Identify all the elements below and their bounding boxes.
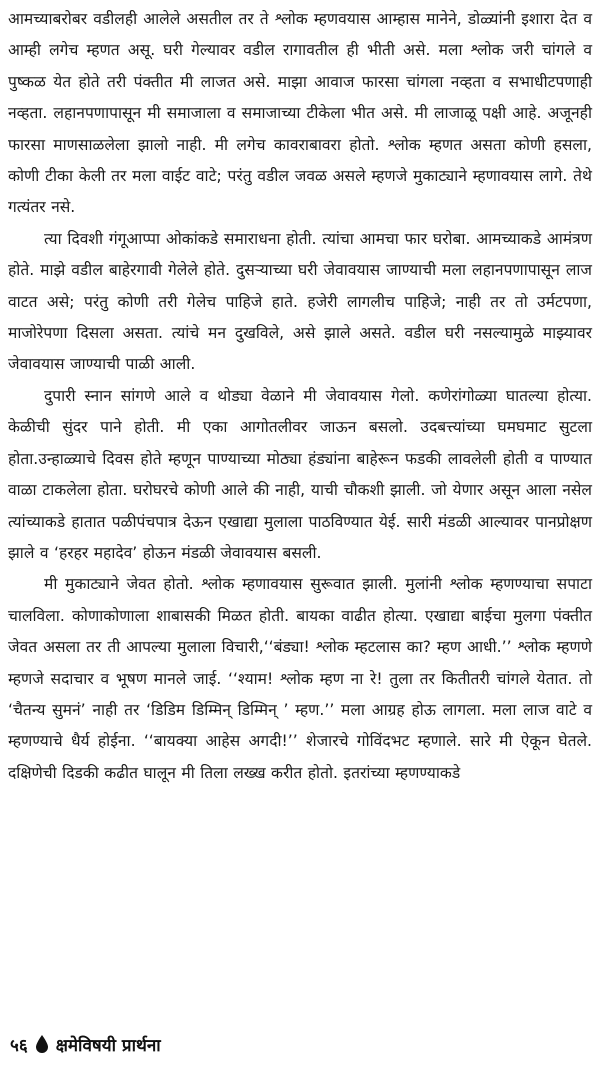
paragraph-4: मी मुकाट्याने जेवत होतो. श्लोक म्हणावयास सुरूवात झाली. मुलांनी श्लोक म्हणण्याचा सपाटा चालविला. कोणाकोणाला शाबासकी मिळत होती. बायका वाढीत होत्या. एखाद्या बाईचा मुलगा पंक्तीत जेवत असला तर ती आपल्या मुलाला विचारी,‘‘बंड्या! श्लोक म्हटलास का? म्हण आधी.’’ श्लोक म्हणणे म्हणजे सदाचार व भूषण मानले जाई. ‘‘श्याम! श्लोक म्हण ना रे! तुला तर कितीतरी चांगले येतात. तो ‘चैतन्य सुमनं’ नाही तर ‘डिडिम डिम्मिन् डिम्मिन् ’ म्हण.’’ मला आग्रह होऊ लागला. मला लाज वाटे व म्हणण्याचे धैर्य होईना. ‘‘बायक्या आहेस अगदी!’’ शेजारचे गोविंदभट म्हणाले. सारे मी ऐकून घेतले. दक्षिणेची दिडकी कढीत घालून मी तिला लख्ख करीत होतो. इतरांच्या म्हणण्याकडे <box>8 575 592 782</box>
drop-icon <box>36 1035 48 1053</box>
page-footer <box>10 1028 161 1060</box>
book-page <box>8 4 592 1065</box>
page-number: ५६ <box>10 1035 28 1056</box>
paragraph-3: दुपारी स्नान सांगणे आले व थोड्या वेळाने मी जेवावयास गेलो. कणेरांगोळ्या घातल्या होत्या. केळीची सुंदर पाने होती. मी एका आगोतलीवर जाऊन बसलो. उदबत्त्यांच्या घमघमाट सुटला होता.उन्हाळ्याचे दिवस होते म्हणून पाण्याच्या मोठ्या हंड्यांना बाहेरून फडकी लावलेली होती व पाण्यात वाळा टाकलेला होता. घरोघरचे कोणी आले की नाही, याची चौकशी झाली. जो येणार असून आला नसेल त्यांच्याकडे हातात पळीपंचपात्र देऊन एखाद्या मुलाला पाठविण्यात येई. सारी मंडळी आल्यावर पानप्रोक्षण झाले व ‘हरहर महादेव’ होऊन मंडळी जेवावयास बसली. <box>8 386 592 562</box>
paragraph-2: त्या दिवशी गंगूआप्पा ओकांकडे समाराधना होती. त्यांचा आमचा फार घरोबा. आमच्याकडे आमंत्रण होते. माझे वडील बाहेरगावी गेलेले होते. दुसऱ्याच्या घरी जेवावयास जाण्याची मला लहानपणापासून लाज वाटत असे; परंतु कोणी तरी गेलेच पाहिजे हाते. हजेरी लागलीच पाहिजे; नाही तर तो उर्मटपणा, माजोरेपणा दिसला असता. त्यांचे मन दुखविले, असे झाले असते. वडील घरी नसल्यामुळे माझ्यावर जेवावयास जाण्याची पाळी आली. <box>8 229 592 374</box>
chapter-title: क्षमेविषयी प्रार्थना <box>55 1035 161 1056</box>
paragraph-1: आमच्याबरोबर वडीलही आलेले असतील तर ते श्लोक म्हणवयास आम्हास मानेने, डोळ्यांनी इशारा देत व आम्ही लगेच म्हणत असू. घरी गेल्यावर वडील रागावतील ही भीती असे. मला श्लोक जरी चांगले व पुष्कळ येत होते तरी पंक्तीत मी लाजत असे. माझा आवाज फारसा चांगला नव्हता व सभाधीटपणाही नव्हता. लहानपणापासून मी समाजाला व समाजाच्या टीकेला भीत असे. मी लाजाळू पक्षी आहे. अजूनही फारसा माणसाळलेला झालो नाही. मी लगेच कावराबावरा होतो. श्लोक म्हणत असता कोणी हसला, कोणी टीका केली तर मला वाईट वाटे; परंतु वडील जवळ असले म्हणजे मुकाट्याने म्हणावयास लागे. तेथे गत्यंतर नसे. <box>8 10 592 217</box>
